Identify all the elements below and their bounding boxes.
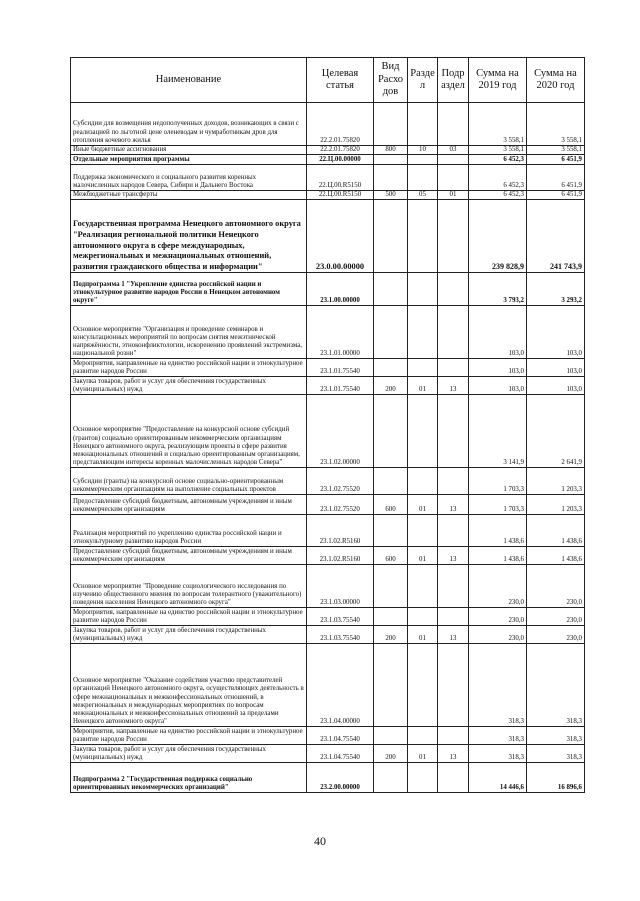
row-expense-type	[374, 565, 408, 608]
row-sum-2019: 103,0	[469, 377, 527, 395]
row-section: 01	[408, 626, 438, 644]
row-sum-2020: 318,3	[527, 644, 585, 727]
table-row	[71, 608, 585, 626]
table-row	[71, 165, 585, 191]
row-section	[408, 395, 438, 468]
row-target-article: 23.1.01.75540	[307, 359, 374, 377]
row-section	[408, 165, 438, 191]
table-row	[71, 377, 585, 395]
row-expense-type	[374, 273, 408, 306]
table-row	[71, 626, 585, 644]
row-sum-2020: 1 203,3	[527, 468, 585, 495]
row-section	[408, 273, 438, 306]
row-sum-2019: 230,0	[469, 626, 527, 644]
row-sum-2019: 318,3	[469, 727, 527, 745]
row-subsection: 13	[438, 495, 469, 515]
header-sum-2020: Сумма на 2020 год	[527, 58, 585, 103]
row-section: 01	[408, 377, 438, 395]
row-target-article: 23.1.01.00000	[307, 306, 374, 359]
row-name: Мероприятия, направленные на единство российской нации и этнокультурное развитие народов России	[71, 608, 307, 626]
row-sum-2020: 103,0	[527, 306, 585, 359]
header-sum-2019: Сумма на 2019 год	[469, 58, 527, 103]
row-name: Закупка товаров, работ и услуг для обеспечения государственных (муниципальных) нужд	[71, 626, 307, 644]
row-sum-2019: 3 141,9	[469, 395, 527, 468]
row-name: Подпрограмма 1 "Укрепление единства российской нации и этнокультурное развитие народов России в Ненецком автономном округе"	[71, 273, 307, 306]
row-expense-type	[374, 644, 408, 727]
row-target-article: 23.1.00.00000	[307, 273, 374, 306]
row-sum-2020: 103,0	[527, 377, 585, 395]
page-number: 40	[314, 834, 326, 848]
table-row	[71, 468, 585, 495]
row-subsection: 03	[438, 146, 469, 155]
table-row	[71, 306, 585, 359]
header-name: Наименование	[71, 58, 307, 103]
row-expense-type: 200	[374, 626, 408, 644]
header-section: Разде л	[408, 58, 438, 103]
row-sum-2019: 103,0	[469, 359, 527, 377]
row-sum-2020: 1 203,3	[527, 495, 585, 515]
row-sum-2019: 318,3	[469, 745, 527, 763]
row-target-article: 22.2.01.75820	[307, 103, 374, 146]
row-expense-type	[374, 395, 408, 468]
table-row	[71, 146, 585, 155]
row-subsection	[438, 763, 469, 793]
row-expense-type	[374, 468, 408, 495]
row-subsection	[438, 468, 469, 495]
table-row	[71, 395, 585, 468]
row-target-article: 23.1.04.00000	[307, 644, 374, 727]
row-name: Субсидии для возмещения недополученных доходов, возникающих в связи с реализацией по льготной цене оленеводам и чумработникам дров для отопления кочевого жилья	[71, 103, 307, 146]
row-target-article: 22.Ц.00.00000	[307, 155, 374, 165]
row-sum-2019: 3 793,2	[469, 273, 527, 306]
row-target-article: 23.1.03.75540	[307, 626, 374, 644]
table-row	[71, 155, 585, 165]
row-section	[408, 200, 438, 273]
row-subsection: 13	[438, 547, 469, 565]
row-section	[408, 565, 438, 608]
row-target-article: 23.1.02.R5160	[307, 547, 374, 565]
row-subsection	[438, 565, 469, 608]
row-expense-type	[374, 727, 408, 745]
row-expense-type: 600	[374, 547, 408, 565]
row-subsection	[438, 395, 469, 468]
row-target-article: 22.Ц.00.R5150	[307, 165, 374, 191]
row-section: 01	[408, 745, 438, 763]
row-sum-2020: 103,0	[527, 359, 585, 377]
row-sum-2019: 103,0	[469, 306, 527, 359]
table-row	[71, 515, 585, 547]
row-name: Мероприятия, направленные на единство российской нации и этнокультурное развитие народов России	[71, 727, 307, 745]
row-section	[408, 644, 438, 727]
row-sum-2020: 3 293,2	[527, 273, 585, 306]
row-sum-2020: 1 438,6	[527, 547, 585, 565]
row-section	[408, 103, 438, 146]
row-name: Предоставление субсидий бюджетным, автономным учреждениям и иным некоммерческим организациям	[71, 547, 307, 565]
row-name: Основное мероприятие "Оказание содействия участию представителей организаций Ненецкого автономного округа, осуществляющих деятельность в сфере межнациональных и межконфессиональных отношений, в межрегиональных и международных мероприятиях по вопросам межнациональных и межконфессиональных отношений за пределами Ненецкого автономного округа"	[71, 644, 307, 727]
table-header-row	[71, 58, 585, 103]
row-target-article: 23.1.02.75520	[307, 495, 374, 515]
row-sum-2019: 1 438,6	[469, 547, 527, 565]
row-expense-type: 800	[374, 146, 408, 155]
row-subsection	[438, 273, 469, 306]
row-expense-type	[374, 165, 408, 191]
row-section	[408, 515, 438, 547]
row-sum-2020: 6 451,9	[527, 155, 585, 165]
row-expense-type	[374, 608, 408, 626]
row-name: Поддержка экономического и социального развития коренных малочисленных народов Севера, Сибири и Дальнего Востока	[71, 165, 307, 191]
row-section: 10	[408, 146, 438, 155]
row-name: Основное мероприятие "Предоставление на конкурсной основе субсидий (грантов) социально ориентированным некоммерческим организациям Ненецкого автономного округа, реализующим проекты в сфере развития межнациональных отношений и социально ориентированным организациям, представляющим интересы коренных малочисленных народов Севера"	[71, 395, 307, 468]
row-sum-2020: 3 558,1	[527, 103, 585, 146]
row-expense-type	[374, 103, 408, 146]
row-subsection: 13	[438, 626, 469, 644]
row-expense-type: 200	[374, 745, 408, 763]
row-section	[408, 727, 438, 745]
table-row	[71, 745, 585, 763]
table-row	[71, 200, 585, 273]
row-target-article: 23.2.00.00000	[307, 763, 374, 793]
row-name: Межбюджетные трансферты	[71, 191, 307, 200]
row-sum-2019: 1 438,6	[469, 515, 527, 547]
row-name: Отдельные мероприятия программы	[71, 155, 307, 165]
row-sum-2020: 3 558,1	[527, 146, 585, 155]
row-subsection	[438, 644, 469, 727]
row-sum-2019: 239 828,9	[469, 200, 527, 273]
row-section: 01	[408, 547, 438, 565]
row-name: Основное мероприятие "Организация и проведение семинаров и консультационных мероприятий по вопросам снятия межэтнической напряжённости, этноконфликтологии, искоренению проявлений экстремизма, национальной розни"	[71, 306, 307, 359]
row-sum-2020: 318,3	[527, 745, 585, 763]
row-sum-2019: 3 558,1	[469, 146, 527, 155]
row-target-article: 23.1.04.75540	[307, 745, 374, 763]
row-expense-type	[374, 515, 408, 547]
row-subsection: 13	[438, 745, 469, 763]
row-target-article: 22.Ц.00.R5150	[307, 191, 374, 200]
table-row	[71, 359, 585, 377]
row-sum-2020: 230,0	[527, 626, 585, 644]
row-expense-type	[374, 359, 408, 377]
row-target-article: 23.1.01.75540	[307, 377, 374, 395]
row-sum-2019: 3 558,1	[469, 103, 527, 146]
row-expense-type: 500	[374, 191, 408, 200]
row-name: Субсидии (гранты) на конкурсной основе социально-ориентированным некоммерческим организациям на выполнение социальных проектов	[71, 468, 307, 495]
row-expense-type	[374, 306, 408, 359]
row-subsection: 01	[438, 191, 469, 200]
table-row	[71, 763, 585, 793]
table-row	[71, 191, 585, 200]
row-target-article: 22.2.01.75820	[307, 146, 374, 155]
table-row	[71, 547, 585, 565]
row-name: Государственная программа Ненецкого автономного округа "Реализация региональной политики Ненецкого автономного округа в сфере международных, межрегиональных и межнациональных отношений, развития гражданского общества и информации"	[71, 200, 307, 273]
row-name: Иные бюджетные ассигнования	[71, 146, 307, 155]
row-section	[408, 763, 438, 793]
row-sum-2019: 6 452,3	[469, 155, 527, 165]
row-expense-type: 200	[374, 377, 408, 395]
row-section: 05	[408, 191, 438, 200]
row-subsection	[438, 608, 469, 626]
row-target-article: 23.1.04.75540	[307, 727, 374, 745]
row-expense-type: 600	[374, 495, 408, 515]
row-sum-2019: 14 446,6	[469, 763, 527, 793]
row-target-article: 23.1.02.R5160	[307, 515, 374, 547]
header-subsection: Подр аздел	[438, 58, 469, 103]
row-sum-2019: 230,0	[469, 608, 527, 626]
row-sum-2019: 318,3	[469, 644, 527, 727]
row-sum-2020: 1 438,6	[527, 515, 585, 547]
table-row	[71, 644, 585, 727]
row-expense-type	[374, 763, 408, 793]
row-expense-type	[374, 200, 408, 273]
row-target-article: 23.1.02.75520	[307, 468, 374, 495]
row-subsection	[438, 200, 469, 273]
header-target-article: Целевая статья	[307, 58, 374, 103]
row-subsection	[438, 165, 469, 191]
row-sum-2020: 230,0	[527, 608, 585, 626]
row-sum-2020: 16 896,6	[527, 763, 585, 793]
table-row	[71, 273, 585, 306]
row-target-article: 23.0.00.00000	[307, 200, 374, 273]
header-expense-type: Вид Расхо дов	[374, 58, 408, 103]
row-section	[408, 359, 438, 377]
row-target-article: 23.1.02.00000	[307, 395, 374, 468]
row-name: Реализация мероприятий по укреплению единства российской нации и этнокультурному развитию народов России	[71, 515, 307, 547]
row-subsection	[438, 359, 469, 377]
table-row	[71, 495, 585, 515]
row-sum-2020: 6 451,9	[527, 191, 585, 200]
row-name: Закупка товаров, работ и услуг для обеспечения государственных (муниципальных) нужд	[71, 377, 307, 395]
row-subsection	[438, 515, 469, 547]
row-subsection	[438, 727, 469, 745]
row-sum-2019: 6 452,3	[469, 191, 527, 200]
table-row	[71, 565, 585, 608]
row-sum-2019: 6 452,3	[469, 165, 527, 191]
row-expense-type	[374, 155, 408, 165]
row-sum-2020: 318,3	[527, 727, 585, 745]
row-section	[408, 155, 438, 165]
row-name: Мероприятия, направленные на единство российской нации и этнокультурное развитие народов России	[71, 359, 307, 377]
row-sum-2019: 1 703,3	[469, 468, 527, 495]
row-subsection: 13	[438, 377, 469, 395]
row-subsection	[438, 155, 469, 165]
row-name: Основное мероприятие "Проведение социологического исследования по изучению общественного мнения по вопросам толерантного (уважительного) поведения населения Ненецкого автономного округа"	[71, 565, 307, 608]
budget-table	[70, 57, 585, 793]
row-section	[408, 608, 438, 626]
row-section: 01	[408, 495, 438, 515]
row-sum-2019: 230,0	[469, 565, 527, 608]
row-target-article: 23.1.03.75540	[307, 608, 374, 626]
row-subsection	[438, 306, 469, 359]
row-section	[408, 306, 438, 359]
table-row	[71, 103, 585, 146]
row-sum-2020: 230,0	[527, 565, 585, 608]
row-name: Предоставление субсидий бюджетным, автономным учреждениям и иным некоммерческим организациям	[71, 495, 307, 515]
row-sum-2020: 241 743,9	[527, 200, 585, 273]
row-subsection	[438, 103, 469, 146]
row-sum-2020: 2 641,9	[527, 395, 585, 468]
row-target-article: 23.1.03.00000	[307, 565, 374, 608]
table-row	[71, 727, 585, 745]
row-name: Закупка товаров, работ и услуг для обеспечения государственных (муниципальных) нужд	[71, 745, 307, 763]
row-name: Подпрограмма 2 "Государственная поддержка социально ориентированных некоммерческих организаций"	[71, 763, 307, 793]
row-section	[408, 468, 438, 495]
row-sum-2019: 1 703,3	[469, 495, 527, 515]
row-sum-2020: 6 451,9	[527, 165, 585, 191]
